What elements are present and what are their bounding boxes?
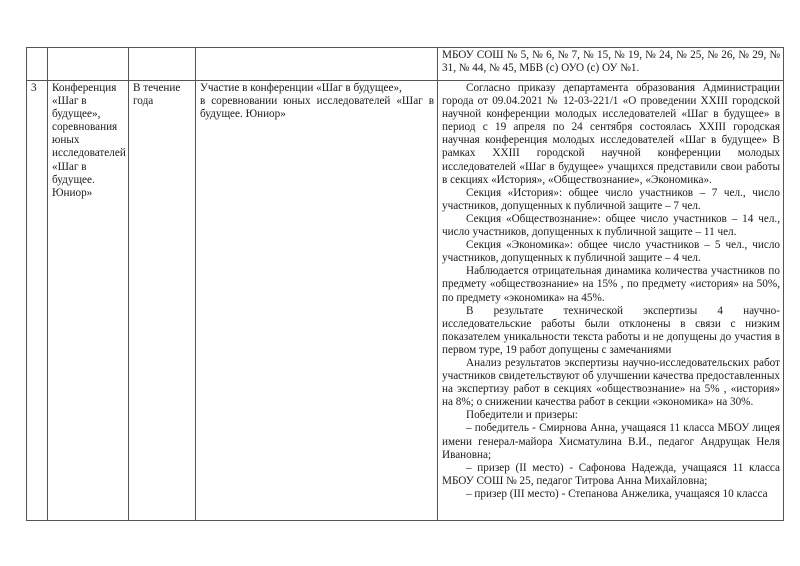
winners-heading: Победители и призеры: — [466, 409, 578, 422]
results-paragraph: Секция «История»: общее число участников – 7 чел., число участников, допущенных к публичной защите – 7 чел. — [442, 186, 780, 212]
cell-event-empty — [48, 48, 129, 81]
cell-period: В течение года — [129, 81, 196, 521]
cell-results — [438, 81, 784, 521]
winner-item: – победитель - Смирнова Анна, учащаяся 11 класса МБОУ лицея имени генерал-майора Хисматулина В.И., педагог Андрущак Неля Ивановна; — [442, 422, 780, 461]
cell-schools-list: МБОУ СОШ № 5, № 6, № 7, № 15, № 19, № 24, № 25, № 26, № 29, № 31, № 44, № 45, МБВ (с) ОУО (с) ОУ №1. — [438, 48, 784, 81]
cell-activity-empty — [196, 48, 438, 81]
activity-line-2: в соревновании юных исследователей «Шаг в будущее. Юниор» — [200, 95, 434, 121]
events-table — [26, 47, 784, 521]
cell-period-empty — [129, 48, 196, 81]
activity-line-1: Участие в конференции «Шаг в будущее», — [200, 82, 402, 94]
results-paragraph: В результате технической экспертизы 4 научно-исследовательские работы были отклонены в связи с низким показателем уникальности текста работы и не допущены до участия в первом туре, 19 работ допущены с замечаниями — [442, 304, 780, 356]
results-paragraph: Согласно приказу департамента образования Администрации города от 09.04.2021 № 12-03-221/1 «О проведении XXIII городской научной конференции молодых исследователей «Шаг в будущее» в период с 19 апреля по 24 сентября состоялась XXIII городская научная конференция молодых исследователей «Шаг в будущее» В рамках XXIII городской научной конференции молодых исследователей «Шаг в будущее» учащихся представили свои работы в секциях «История», «Обществознание», «Экономика». — [442, 82, 780, 186]
cell-activity — [196, 81, 438, 521]
results-paragraph: Наблюдается отрицательная динамика количества участников по предмету «обществознание» на 15% , по предмету «история» на 50%, по предмету «экономика» на 45%. — [442, 265, 780, 304]
results-paragraph: Анализ результатов экспертизы научно-исследовательских работ участников свидетельствуют об улучшении качества предоставленных на экспертизу работ в секциях «обществознание» на 5% , «история» на 8%; о снижении качества работ в секции «экономика» на 30%. — [442, 356, 780, 409]
results-paragraph: Секция «Обществознание»: общее число участников – 14 чел., число участников, допущенных к публичной защите – 11 чел. — [442, 212, 780, 239]
cell-row-number: 3 — [27, 81, 48, 521]
winner-item: – призер (II место) - Сафонова Надежда, учащаяся 11 класса МБОУ СОШ № 25, педагог Титрова Анна Михайловна; — [442, 461, 780, 487]
winner-item: – призер (III место) - Степанова Анжелика, учащаяся 10 класса — [466, 487, 768, 500]
cell-event-name: Конференция «Шаг в будущее», соревнования юных исследователей «Шаг в будущее. Юниор» — [48, 81, 129, 521]
table-row-3 — [27, 81, 784, 521]
results-paragraph: Секция «Экономика»: общее число участников – 5 чел., число участников, допущенных к публичной защите – 4 чел. — [442, 239, 780, 265]
table-row-continued — [27, 48, 784, 81]
cell-number-empty — [27, 48, 48, 81]
